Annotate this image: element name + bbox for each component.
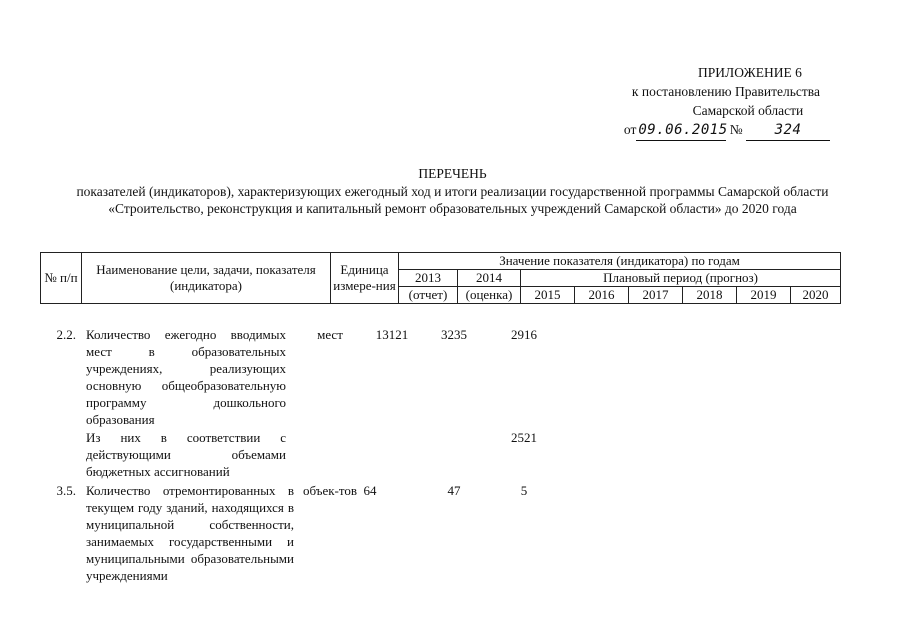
header-note-2013: (отчет) [399, 287, 458, 304]
appendix-date-line [622, 120, 830, 141]
row-indicator-name: Количество отремонтированных в текущем году зданий, находящихся в муниципальной собственности, занимаемых государственными и муниципальными образовательными учреждениями [86, 483, 294, 583]
row-value-2014: 3235 [441, 327, 467, 342]
appendix-block [622, 63, 830, 141]
date-prefix: от [623, 122, 637, 137]
handwritten-number: 324 [746, 121, 830, 141]
row-unit: объек-тов [302, 483, 358, 498]
header-plan-year: 2017 [629, 287, 683, 304]
row-value-2015: 5 [520, 483, 528, 498]
row-number: 3.5. [56, 483, 76, 498]
document-title: ПЕРЕЧЕНЬ [418, 166, 487, 181]
handwritten-date: 09.06.2015 [636, 121, 726, 141]
document-subtitle: показателей (индикаторов), характеризующих ежегодный ход и итоги реализации государственной программы Самарской области «Строительство, реконструкция и капитальный ремонт образовательных учреждений Самарской области» до 2020 года [76, 184, 829, 216]
appendix-resolution: к постановлению Правительства [631, 84, 820, 99]
row-number: 2.2. [56, 327, 76, 342]
header-year-2013: 2013 [399, 270, 458, 287]
indicator-table-header [40, 252, 841, 304]
appendix-title: ПРИЛОЖЕНИЕ 6 [698, 65, 802, 80]
row-value-2013: 13121 [375, 327, 409, 342]
row-indicator-name: Из них в соответствии с действующими объемами бюджетных ассигнований [86, 430, 286, 479]
header-plan-year: 2020 [791, 287, 841, 304]
header-plan-year: 2018 [683, 287, 737, 304]
row-value-2015: 2916 [511, 327, 537, 342]
header-values-title: Значение показателя (индикатора) по годам [399, 253, 841, 270]
appendix-region: Самарской области [692, 103, 804, 118]
row-indicator-name: Количество ежегодно вводимых мест в образовательных учреждениях, реализующих основную общеобразовательную программу дошкольного образования [86, 327, 286, 427]
row-value-2013: 64 [363, 483, 377, 498]
header-num: № п/п [41, 253, 82, 304]
header-plan-year: 2019 [737, 287, 791, 304]
header-note-2014: (оценка) [458, 287, 521, 304]
header-name: Наименование цели, задачи, показателя (индикатора) [82, 253, 331, 304]
header-plan-year: 2016 [575, 287, 629, 304]
row-value-2014: 47 [447, 483, 461, 498]
header-plan-title: Плановый период (прогноз) [521, 270, 841, 287]
header-unit: Единица измере-ния [331, 253, 399, 304]
header-year-2014: 2014 [458, 270, 521, 287]
row-unit: мест [317, 327, 343, 342]
header-plan-year: 2015 [521, 287, 575, 304]
number-prefix: № [729, 122, 743, 137]
row-value-2015: 2521 [511, 430, 537, 445]
